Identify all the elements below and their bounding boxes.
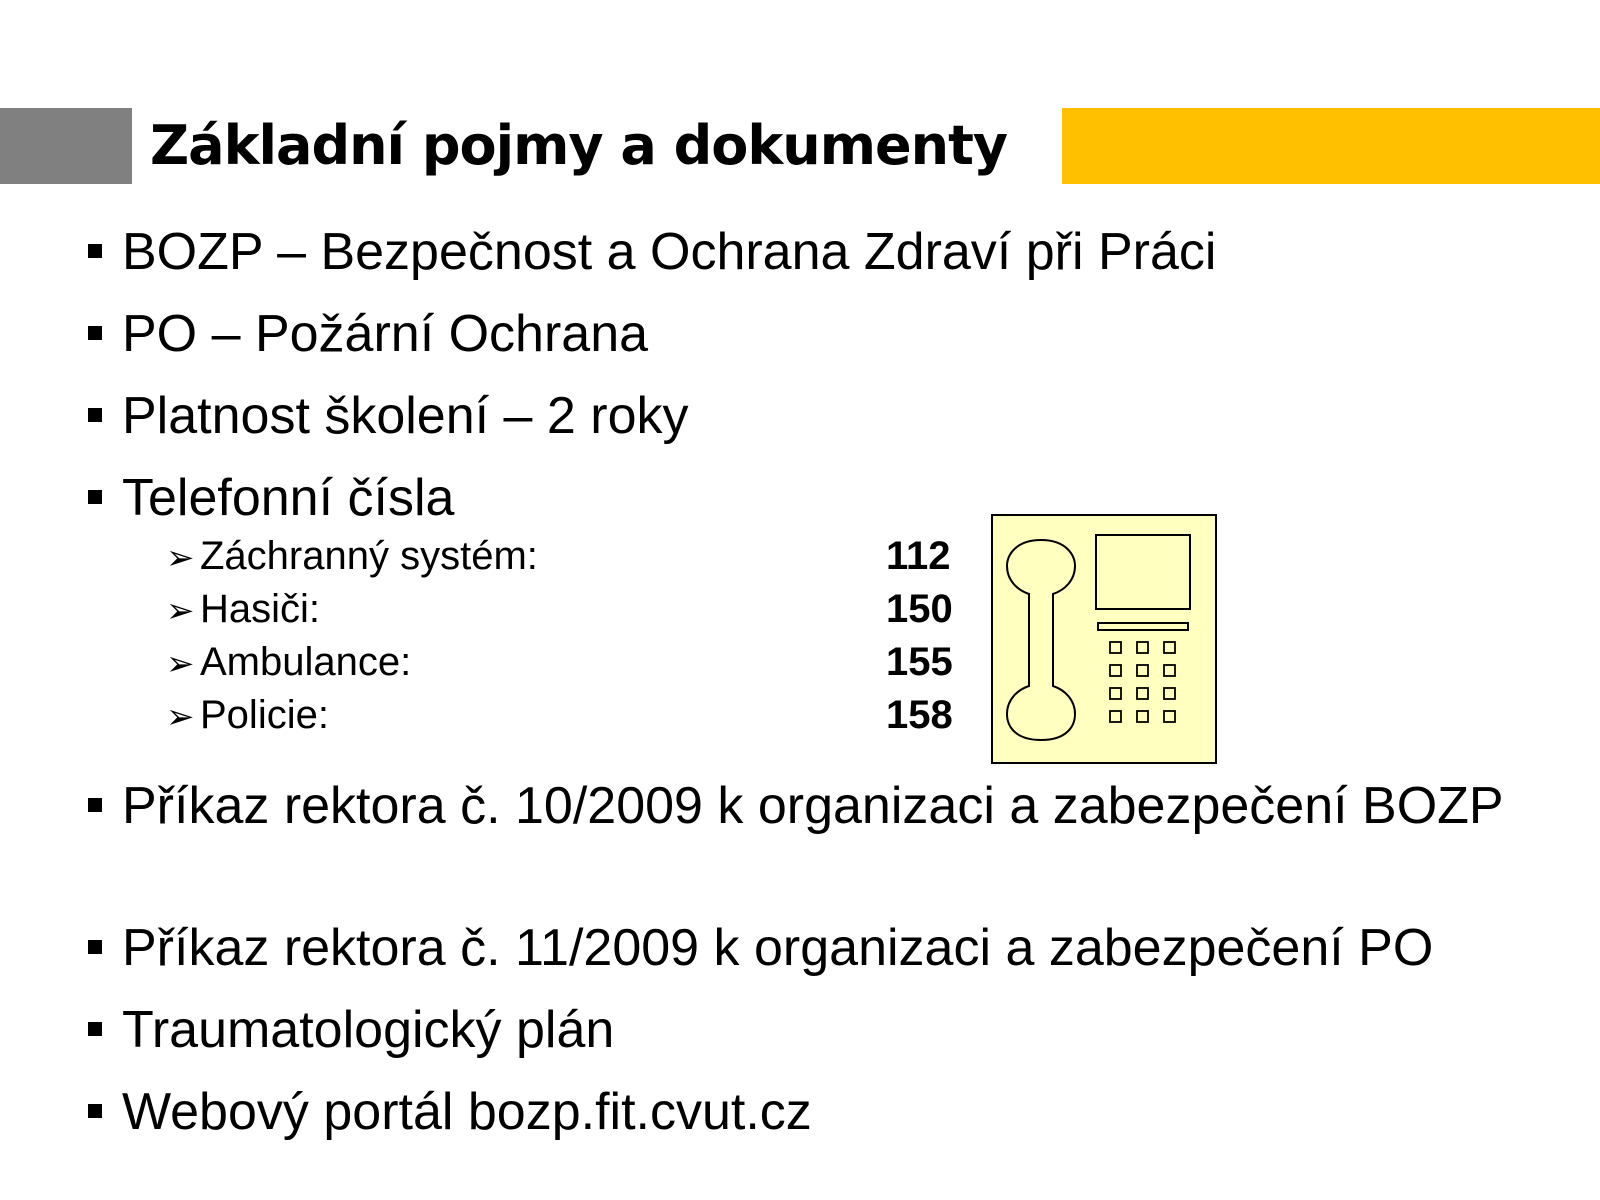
- arrow-bullet-icon: ➢: [166, 592, 195, 630]
- bullet-web-portal: [88, 1082, 812, 1142]
- bullet-training-validity: [88, 386, 689, 446]
- bullet-trauma-plan: [88, 1000, 614, 1060]
- square-bullet-icon: [88, 1104, 102, 1118]
- bullet-rector-order-po: [88, 918, 1433, 978]
- bullet-text: Příkaz rektora č. 11/2009 k organizaci a zabezpečení PO: [122, 919, 1434, 977]
- phone-label: Policie:: [200, 693, 329, 737]
- bullet-text: Příkaz rektora č. 10/2009 k organizaci a zabezpečení BOZP: [122, 777, 1504, 835]
- phone-number: 158: [886, 693, 953, 737]
- arrow-bullet-icon: ➢: [166, 698, 195, 736]
- square-bullet-icon: [88, 244, 102, 258]
- phone-number: 150: [886, 587, 953, 631]
- bullet-bozp: [88, 222, 1216, 282]
- bullet-text: Telefonní čísla: [122, 469, 455, 527]
- phone-number-list: [166, 530, 966, 742]
- phone-entry-police: [166, 689, 966, 742]
- phone-number: 155: [886, 640, 953, 684]
- square-bullet-icon: [88, 940, 102, 954]
- phone-number: 112: [886, 534, 951, 578]
- bullet-text: BOZP – Bezpečnost a Ochrana Zdraví při Práci: [122, 223, 1217, 281]
- bullet-phone-numbers: [88, 468, 454, 528]
- square-bullet-icon: [88, 490, 102, 504]
- phone-entry-rescue: [166, 530, 966, 583]
- phone-label: Ambulance:: [200, 640, 412, 684]
- square-bullet-icon: [88, 326, 102, 340]
- bullet-text: PO – Požární Ochrana: [122, 305, 649, 363]
- square-bullet-icon: [88, 1022, 102, 1036]
- telephone-keypad-icon: [991, 514, 1217, 764]
- bullet-po: [88, 304, 648, 364]
- phone-label: Hasiči:: [200, 587, 321, 631]
- title-bar-left: [0, 108, 132, 184]
- bullet-rector-order-bozp: [88, 772, 1528, 840]
- arrow-bullet-icon: ➢: [166, 645, 195, 683]
- bullet-text: Traumatologický plán: [122, 1001, 615, 1059]
- arrow-bullet-icon: ➢: [166, 539, 195, 577]
- phone-label: Záchranný systém:: [200, 534, 538, 578]
- bullet-text: Platnost školení – 2 roky: [122, 387, 689, 445]
- square-bullet-icon: [88, 408, 102, 422]
- slide-title: Základní pojmy a dokumenty: [150, 114, 1008, 177]
- title-bar-right: [1062, 108, 1600, 184]
- square-bullet-icon: [88, 798, 102, 812]
- phone-entry-firefighters: [166, 583, 966, 636]
- bullet-text: Webový portál bozp.fit.cvut.cz: [122, 1083, 812, 1141]
- phone-entry-ambulance: [166, 636, 966, 689]
